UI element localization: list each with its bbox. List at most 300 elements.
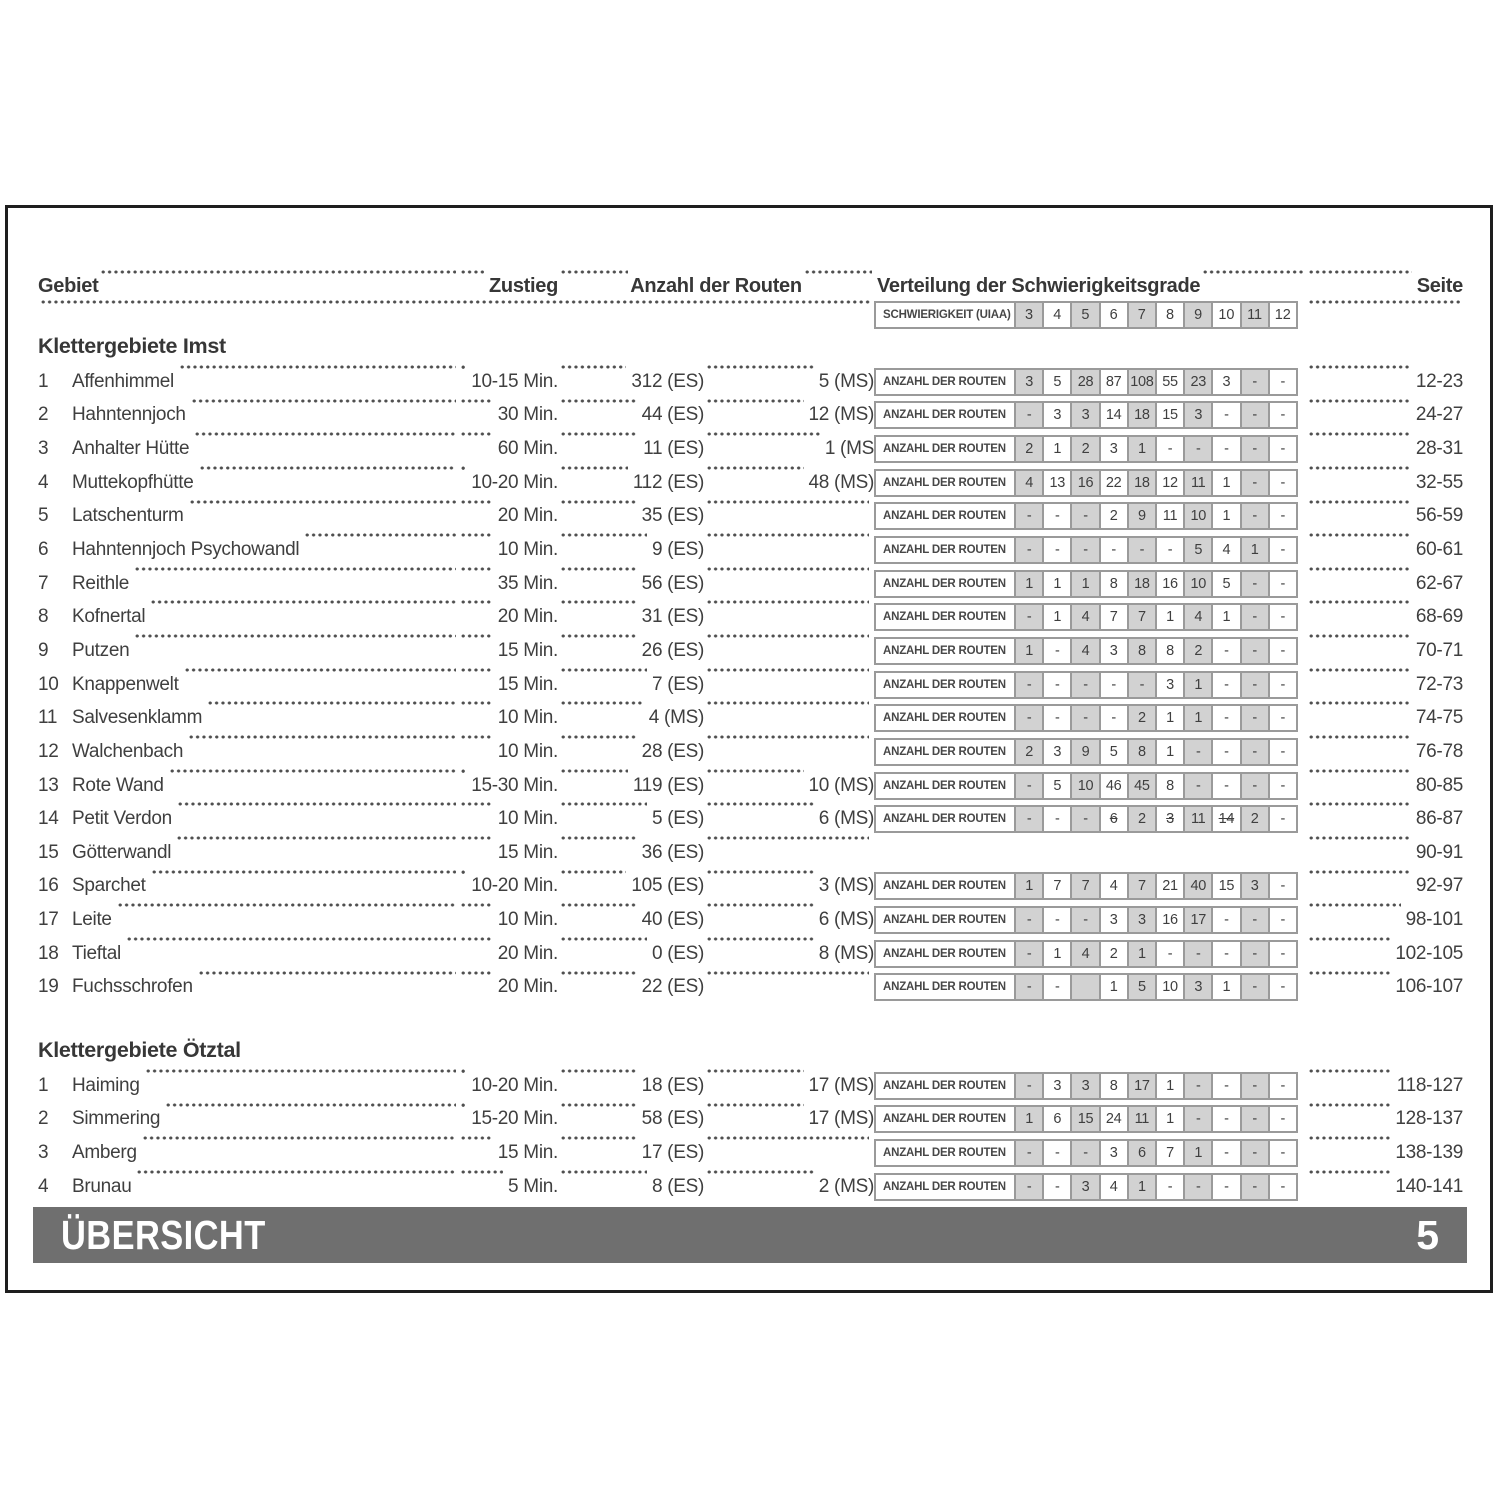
grade-cells	[1014, 471, 1296, 495]
grade-cell: -	[1240, 1107, 1268, 1131]
grade-cell: 5	[1099, 740, 1127, 764]
dot-leader	[142, 1136, 456, 1170]
grade-cell: -	[1014, 403, 1042, 427]
grade-cell: 7	[1070, 874, 1098, 898]
grade-cell: -	[1240, 437, 1268, 461]
table-row	[38, 533, 1463, 567]
grade-cell: 1	[1042, 572, 1070, 596]
grade-cell: 4	[1183, 605, 1211, 629]
grade-cell: 17	[1127, 1074, 1155, 1098]
routes-es: 105 (ES)	[631, 875, 704, 897]
grade-cell: 1	[1211, 504, 1239, 528]
page-col	[1306, 937, 1463, 971]
area-name: Anhalter Hütte	[72, 438, 190, 460]
dot-leader	[706, 399, 804, 433]
routes-count-label: ANZAHL DER ROUTEN	[883, 1079, 1006, 1092]
routes-es: 312 (ES)	[631, 370, 704, 392]
grade-cell: 16	[1155, 572, 1183, 596]
grade-cell: -	[1042, 538, 1070, 562]
dot-leader	[1308, 399, 1411, 433]
header-zustieg: Zustieg	[488, 274, 558, 297]
page-col	[1306, 1136, 1463, 1170]
grade-cell: 1	[1014, 1107, 1042, 1131]
dot-leader	[460, 836, 493, 870]
dot-leader	[560, 802, 647, 836]
dot-leader	[40, 300, 872, 329]
routes-es: 31 (ES)	[641, 606, 704, 628]
area-number: 7	[38, 572, 49, 594]
dot-leader	[460, 500, 493, 534]
grade-cell: -	[1014, 504, 1042, 528]
table-row	[38, 466, 1463, 500]
routes-ms-col	[704, 870, 874, 904]
grade-cell: -	[1211, 942, 1239, 966]
routes-ms: 6 (MS)	[818, 808, 874, 830]
area-number: 3	[38, 438, 49, 460]
page-col	[1306, 668, 1463, 702]
routes-es: 35 (ES)	[641, 505, 704, 527]
difficulty-scale-row	[38, 300, 1463, 329]
grade-cell: -	[1211, 1175, 1239, 1199]
dot-leader	[1308, 735, 1411, 769]
table-row	[38, 971, 1463, 1005]
dot-leader	[706, 533, 869, 567]
dot-leader	[804, 270, 872, 302]
routes-es-col	[558, 668, 704, 702]
footer-bar	[33, 1207, 1467, 1263]
grade-cell: -	[1268, 437, 1296, 461]
grade-distribution-col	[874, 365, 1306, 399]
routes-ms-col	[704, 1103, 874, 1137]
approach-time: 15 Min.	[497, 673, 558, 695]
grade-cell: -	[1211, 673, 1239, 697]
grade-cell: 108	[1127, 370, 1155, 394]
rows-imst	[8, 365, 1490, 1004]
grade-cell: 3	[1070, 403, 1098, 427]
grade-cells	[1014, 874, 1296, 898]
page-col	[1306, 769, 1463, 803]
header-seite-col	[1306, 270, 1463, 302]
grade-cells	[1014, 942, 1296, 966]
dot-leader	[560, 735, 637, 769]
grade-cell: -	[1240, 403, 1268, 427]
page-col	[1306, 500, 1463, 534]
grade-distribution-table	[874, 368, 1298, 396]
approach-time: 15 Min.	[497, 1142, 558, 1164]
header-seite: Seite	[1416, 274, 1463, 297]
grade-cell: 1	[1070, 572, 1098, 596]
grade-cell: -	[1042, 908, 1070, 932]
routes-count-label: ANZAHL DER ROUTEN	[883, 1147, 1006, 1160]
grade-cell: -	[1070, 538, 1098, 562]
page-range: 92-97	[1415, 875, 1463, 897]
grade-cell: 7	[1155, 1141, 1183, 1165]
dot-leader	[1308, 937, 1390, 971]
grade-distribution-col	[874, 668, 1306, 702]
area-number: 4	[38, 1175, 49, 1197]
grade-cells	[1014, 1141, 1296, 1165]
area-number: 1	[38, 370, 49, 392]
approach-time: 10 Min.	[497, 909, 558, 931]
grade-cell: -	[1183, 1107, 1211, 1131]
grade-cell: -	[1155, 538, 1183, 562]
area-name: Hahntennjoch Psychowandl	[72, 539, 300, 561]
grade-cell	[1070, 975, 1098, 999]
approach-time: 10 Min.	[497, 539, 558, 561]
grade-cell: 7	[1042, 874, 1070, 898]
grade-cell: 8	[1127, 639, 1155, 663]
grade-cell: -	[1183, 774, 1211, 798]
grade-cell: 11	[1183, 471, 1211, 495]
approach-time: 10 Min.	[497, 707, 558, 729]
grade-distribution-table	[874, 1072, 1298, 1100]
grade-cell: -	[1070, 504, 1098, 528]
grade-cell: -	[1268, 538, 1296, 562]
page-range: 28-31	[1415, 438, 1463, 460]
routes-count-label: ANZAHL DER ROUTEN	[883, 678, 1006, 691]
routes-ms-col	[704, 769, 874, 803]
page-col	[1306, 399, 1463, 433]
approach-col	[458, 870, 558, 904]
dot-leader	[304, 533, 456, 567]
routes-es-col	[558, 634, 704, 668]
grade-cells	[1014, 673, 1296, 697]
routes-es: 11 (ES)	[643, 438, 704, 460]
page-range: 90-91	[1415, 841, 1463, 863]
header-verteilung: Verteilung der Schwierigkeitsgrade	[877, 274, 1201, 297]
grade-cell: -	[1211, 774, 1239, 798]
grade-cell: -	[1014, 706, 1042, 730]
grade-cells	[1014, 437, 1296, 461]
page-col	[1306, 903, 1463, 937]
routes-es: 17 (ES)	[641, 1142, 704, 1164]
grade-cell: 3	[1211, 370, 1239, 394]
area-number: 10	[38, 673, 59, 695]
dot-leader	[560, 466, 628, 500]
dot-leader	[706, 836, 869, 870]
page-col	[1306, 533, 1463, 567]
dot-leader	[706, 432, 820, 466]
area-number: 19	[38, 976, 59, 998]
difficulty-scale-trailing	[1306, 300, 1463, 329]
dot-leader	[189, 500, 456, 534]
routes-ms: 2 (MS)	[818, 1175, 874, 1197]
dot-leader	[560, 399, 637, 433]
approach-col	[458, 802, 558, 836]
routes-count-label: ANZAHL DER ROUTEN	[883, 981, 1006, 994]
approach-time: 35 Min.	[497, 572, 558, 594]
table-row	[38, 399, 1463, 433]
grade-cell: -	[1268, 740, 1296, 764]
dot-leader	[1308, 1136, 1390, 1170]
routes-count-label: ANZAHL DER ROUTEN	[883, 611, 1006, 624]
dot-leader	[560, 270, 628, 302]
approach-time: 15 Min.	[497, 841, 558, 863]
page-range: 80-85	[1415, 774, 1463, 796]
dot-leader	[706, 1136, 869, 1170]
grade-cell: -	[1211, 403, 1239, 427]
page-range: 12-23	[1415, 370, 1463, 392]
header-anzahl: Anzahl der Routen	[630, 274, 802, 297]
dot-leader	[460, 1136, 493, 1170]
dot-leader	[126, 937, 456, 971]
page-range: 60-61	[1415, 539, 1463, 561]
dot-leader	[560, 701, 644, 735]
routes-ms-col	[704, 466, 874, 500]
dot-leader	[151, 870, 456, 904]
grade-cell: 15	[1070, 1107, 1098, 1131]
grade-cell: 24	[1099, 1107, 1127, 1131]
approach-time: 20 Min.	[497, 606, 558, 628]
dot-leader	[460, 802, 493, 836]
grade-cell: 87	[1099, 370, 1127, 394]
grade-cell: 22	[1099, 471, 1127, 495]
grade-cell: -	[1014, 807, 1042, 831]
dot-leader	[1308, 300, 1461, 329]
grade-cell: 12	[1155, 471, 1183, 495]
grade-cell: 10	[1183, 572, 1211, 596]
grade-distribution-col	[874, 466, 1306, 500]
table-row	[38, 802, 1463, 836]
grade-cell: -	[1127, 673, 1155, 697]
routes-es: 112 (ES)	[632, 471, 704, 493]
routes-ms-col	[704, 903, 874, 937]
grade-cell: 1	[1042, 437, 1070, 461]
approach-time: 30 Min.	[497, 404, 558, 426]
dot-leader	[706, 466, 804, 500]
dot-leader	[706, 701, 869, 735]
dot-leader	[706, 567, 869, 601]
dot-leader	[1308, 500, 1411, 534]
grade-cell: -	[1211, 1141, 1239, 1165]
dot-leader	[1308, 971, 1390, 1005]
grade-cell: 1	[1155, 605, 1183, 629]
grade-cell: -	[1099, 538, 1127, 562]
approach-col	[458, 600, 558, 634]
dot-leader	[198, 971, 456, 1005]
grade-distribution-table	[874, 469, 1298, 497]
grade-cells	[1014, 370, 1296, 394]
area-number: 1	[38, 1074, 49, 1096]
page-range: 138-139	[1395, 1142, 1463, 1164]
grade-cell: 1	[1155, 1074, 1183, 1098]
grade-cell: 3	[1183, 403, 1211, 427]
grade-cell: 40	[1183, 874, 1211, 898]
page-col	[1306, 1069, 1463, 1103]
grade-cells	[1014, 1175, 1296, 1199]
grade-cell: -	[1014, 975, 1042, 999]
grade-cell: 1	[1014, 572, 1042, 596]
dot-leader	[706, 634, 869, 668]
grade-cell: 18	[1127, 572, 1155, 596]
grade-cell: -	[1240, 572, 1268, 596]
grade-cell: -	[1240, 942, 1268, 966]
page-col	[1306, 735, 1463, 769]
approach-col	[458, 1103, 558, 1137]
grade-cell: -	[1183, 942, 1211, 966]
grade-cell: 3	[1042, 740, 1070, 764]
grade-cell: -	[1042, 706, 1070, 730]
grade-cell: 11	[1127, 1107, 1155, 1131]
grade-cell: -	[1155, 1175, 1183, 1199]
dot-leader	[560, 903, 637, 937]
grade-distribution-col	[874, 1170, 1306, 1204]
routes-count-label: ANZAHL DER ROUTEN	[883, 409, 1006, 422]
routes-ms: 12 (MS)	[808, 404, 874, 426]
grade-cell: -	[1014, 942, 1042, 966]
routes-es-col	[558, 937, 704, 971]
area-name: Latschenturm	[72, 505, 184, 527]
table-row	[38, 1136, 1463, 1170]
routes-ms: 8 (MS)	[818, 942, 874, 964]
routes-count-label: ANZAHL DER ROUTEN	[883, 914, 1006, 927]
page-col	[1306, 1170, 1463, 1204]
dot-leader	[560, 1170, 647, 1204]
grade-cell: -	[1014, 774, 1042, 798]
area-name: Affenhimmel	[72, 370, 174, 392]
routes-es: 0 (ES)	[651, 942, 704, 964]
grade-cell: 9	[1183, 303, 1211, 327]
approach-time: 15 Min.	[497, 639, 558, 661]
grade-cell: -	[1014, 673, 1042, 697]
grade-distribution-col	[874, 567, 1306, 601]
grade-distribution-col	[874, 802, 1306, 836]
dot-leader	[1308, 634, 1411, 668]
dot-leader	[1308, 668, 1411, 702]
table-row	[38, 365, 1463, 399]
grade-cell: -	[1240, 774, 1268, 798]
table-row	[38, 500, 1463, 534]
approach-col	[458, 365, 558, 399]
dot-leader	[1308, 701, 1411, 735]
routes-ms-col	[704, 937, 874, 971]
grade-cell: 11	[1240, 303, 1268, 327]
dot-leader	[169, 769, 456, 803]
approach-time: 10 Min.	[497, 740, 558, 762]
approach-time: 20 Min.	[497, 976, 558, 998]
grade-cell: 14	[1099, 403, 1127, 427]
dot-leader	[184, 668, 456, 702]
area-number: 14	[38, 808, 59, 830]
routes-ms-col	[704, 1069, 874, 1103]
table-row	[38, 567, 1463, 601]
table-row	[38, 735, 1463, 769]
routes-es: 28 (ES)	[641, 740, 704, 762]
page-range: 24-27	[1415, 404, 1463, 426]
grade-cell: -	[1268, 942, 1296, 966]
grade-distribution-table	[874, 1105, 1298, 1133]
dot-leader	[1308, 600, 1411, 634]
routes-es: 119 (ES)	[632, 774, 704, 796]
routes-count-label: ANZAHL DER ROUTEN	[883, 1180, 1006, 1193]
dot-leader	[460, 870, 466, 904]
grade-cell: 1	[1042, 605, 1070, 629]
grade-cell: 4	[1042, 303, 1070, 327]
grade-cell: 2	[1099, 942, 1127, 966]
routes-es: 36 (ES)	[641, 841, 704, 863]
approach-col	[458, 836, 558, 870]
routes-es: 56 (ES)	[641, 572, 704, 594]
dot-leader	[1308, 769, 1411, 803]
grade-distribution-table	[874, 603, 1298, 631]
approach-col	[458, 432, 558, 466]
dot-leader	[176, 836, 456, 870]
grade-cell: 8	[1155, 774, 1183, 798]
approach-col	[458, 1069, 558, 1103]
area-name: Fuchsschrofen	[72, 976, 193, 998]
grade-cell: -	[1211, 706, 1239, 730]
dot-leader	[460, 634, 493, 668]
page-col	[1306, 600, 1463, 634]
table-row	[38, 432, 1463, 466]
grade-cell: 4	[1014, 471, 1042, 495]
grade-cell: -	[1268, 1141, 1296, 1165]
grade-cell: 1	[1211, 471, 1239, 495]
grade-cell: 5	[1070, 303, 1098, 327]
page-range: 32-55	[1415, 471, 1463, 493]
dot-leader	[706, 971, 869, 1005]
grade-cells	[1014, 774, 1296, 798]
grade-distribution-col	[874, 533, 1306, 567]
approach-time: 10 Min.	[497, 808, 558, 830]
routes-ms-col	[704, 365, 874, 399]
grade-cell: 6	[1127, 1141, 1155, 1165]
grade-distribution-table	[874, 401, 1298, 429]
page-range: 102-105	[1395, 942, 1463, 964]
approach-col	[458, 668, 558, 702]
approach-col	[458, 971, 558, 1005]
page-col	[1306, 701, 1463, 735]
grade-distribution-col	[874, 600, 1306, 634]
grade-cell: -	[1268, 1175, 1296, 1199]
dot-leader	[199, 466, 457, 500]
page-col	[1306, 836, 1463, 870]
grade-cell: 3	[1042, 403, 1070, 427]
grade-cells	[1014, 975, 1296, 999]
routes-es: 9 (ES)	[651, 539, 704, 561]
dot-leader	[706, 1069, 804, 1103]
section-heading-imst: Klettergebiete Imst	[38, 334, 226, 358]
grade-cell: 1	[1183, 1141, 1211, 1165]
approach-time: 10-15 Min.	[471, 370, 558, 392]
table-row	[38, 600, 1463, 634]
grade-cell: 1	[1127, 437, 1155, 461]
area-number: 17	[38, 909, 59, 931]
grade-cell: -	[1042, 639, 1070, 663]
grade-cells	[1014, 740, 1296, 764]
dot-leader	[177, 802, 456, 836]
grade-distribution-col	[874, 870, 1306, 904]
approach-time: 20 Min.	[497, 505, 558, 527]
grade-cell: -	[1155, 942, 1183, 966]
page-range: 72-73	[1415, 673, 1463, 695]
routes-count-label: ANZAHL DER ROUTEN	[883, 577, 1006, 590]
routes-es-col	[558, 903, 704, 937]
grade-cell: 28	[1070, 370, 1098, 394]
grade-cell: -	[1240, 605, 1268, 629]
grade-cell: -	[1070, 1141, 1098, 1165]
grade-cell: -	[1240, 1141, 1268, 1165]
grade-cell: 1	[1127, 1175, 1155, 1199]
routes-es-col	[558, 769, 704, 803]
grade-cell: 7	[1127, 874, 1155, 898]
grade-cell: -	[1268, 706, 1296, 730]
grade-cells	[1014, 538, 1296, 562]
dot-leader	[136, 1170, 456, 1204]
grade-cell: 15	[1211, 874, 1239, 898]
dot-leader	[460, 903, 493, 937]
approach-col	[458, 1136, 558, 1170]
